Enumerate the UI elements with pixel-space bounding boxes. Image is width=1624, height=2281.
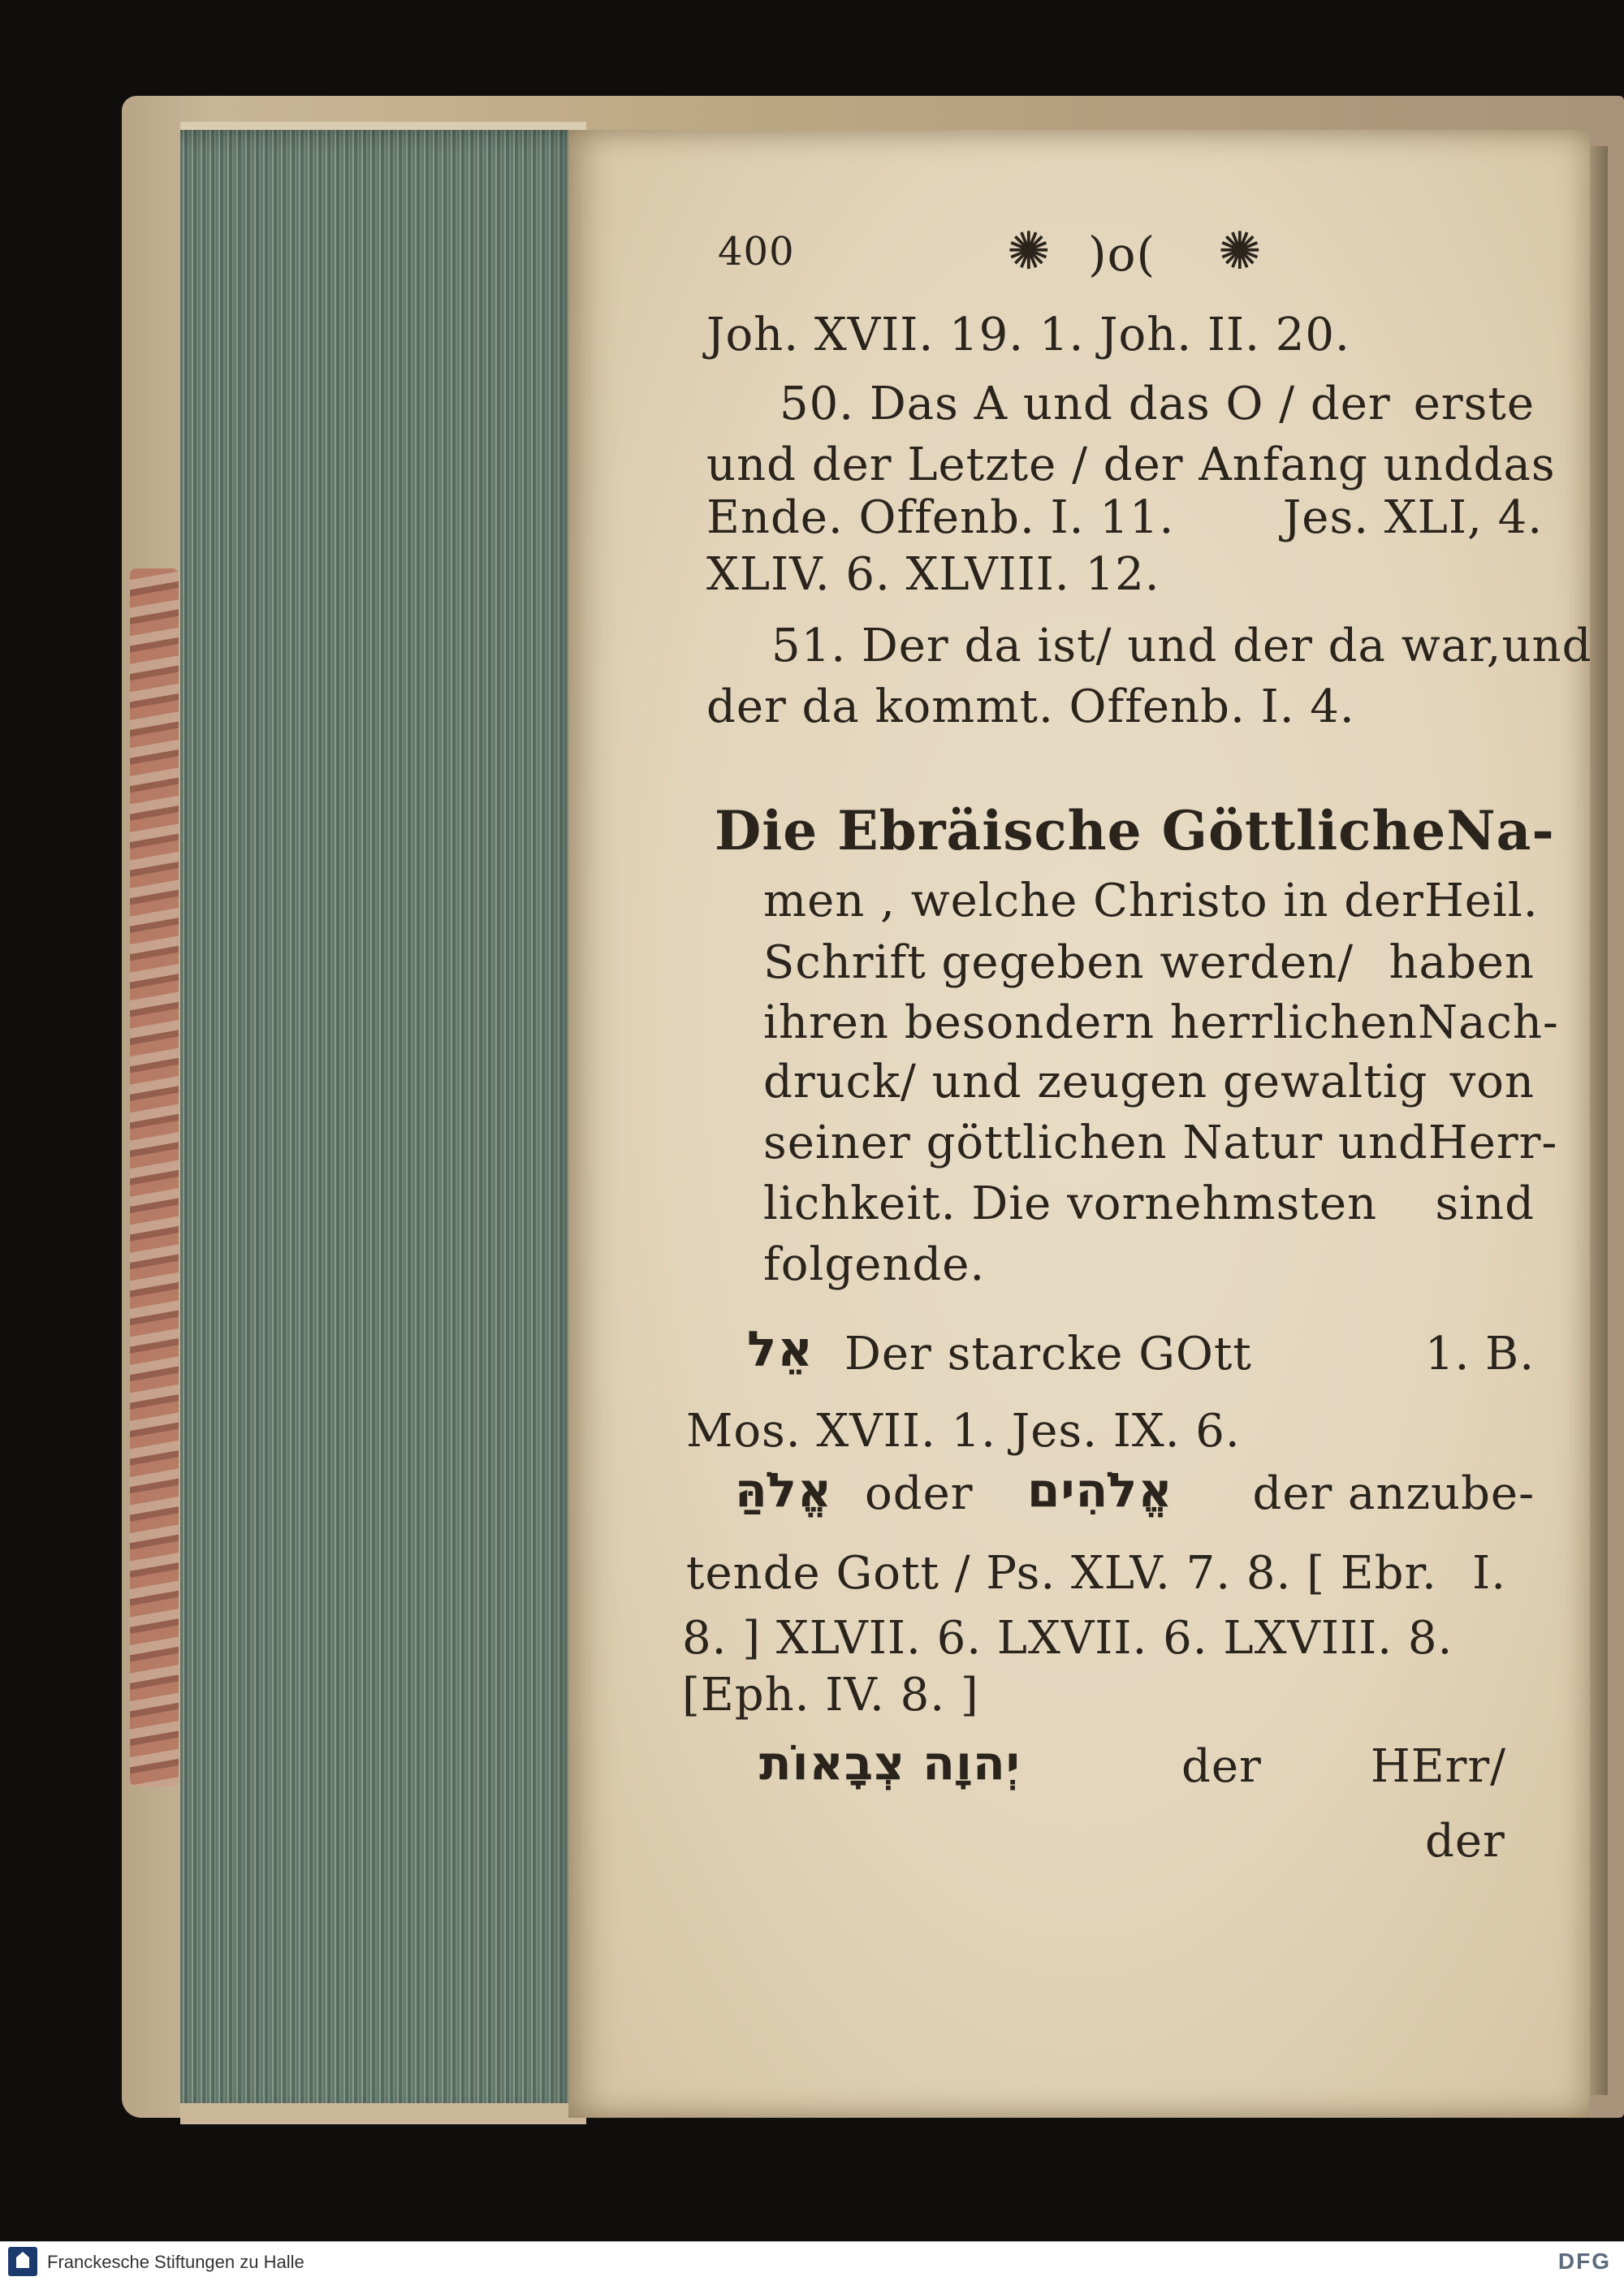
- text-line-4: Ende. Offenb. I. 11. Jes. XLI, 4.: [706, 491, 1543, 544]
- text-line-2: 50. Das A und das O / der erste: [780, 378, 1535, 430]
- page-number: 400: [718, 229, 795, 274]
- hebrew-el: אֵל: [747, 1321, 814, 1378]
- heading-line-2: men , welche Christo in der Heil.: [763, 875, 1539, 927]
- dfg-logo: DFG: [1557, 2249, 1611, 2274]
- catchword: der: [1425, 1815, 1505, 1868]
- page-block-bottom: [180, 2103, 586, 2124]
- name-line-6: [Eph. IV. 8. ]: [682, 1669, 979, 1722]
- oder-word: oder: [865, 1467, 974, 1520]
- hebrew-yhwh-tsevaot: יְהוָה צְבָאוֹת: [759, 1735, 1021, 1791]
- heading-line-4: ihren besondern herrlichen Nach-: [763, 996, 1559, 1049]
- text-line-6: 51. Der da ist/ und der da war, und: [771, 620, 1592, 672]
- viewer-footer: [0, 2241, 1624, 2281]
- heading-line-6: seiner göttlichen Natur und Herr-: [763, 1117, 1558, 1169]
- heading-line-8: folgende.: [763, 1238, 986, 1291]
- heading-line-7: lichkeit. Die vornehmsten sind: [763, 1177, 1535, 1230]
- der-word: der: [1181, 1740, 1262, 1793]
- herr-word: HErr/: [1370, 1740, 1506, 1793]
- ornament-right-icon: ✺: [1218, 222, 1263, 282]
- name-line-4: tende Gott / Ps. XLV. 7. 8. [ Ebr. I.: [686, 1547, 1506, 1600]
- name-line-5: 8. ] XLVII. 6. LXVII. 6. LXVIII. 8.: [682, 1612, 1453, 1665]
- institution-logo-icon: [8, 2247, 37, 2276]
- text-line-3: und der Letzte / der Anfang und das: [706, 438, 1556, 491]
- name-line-7: [759, 1735, 1506, 1801]
- running-header: [706, 222, 1543, 283]
- ornament-mid: )o(: [1088, 227, 1156, 282]
- heading-line-5: druck/ und zeugen gewaltig von: [763, 1056, 1535, 1108]
- marbled-cover-edge: [130, 568, 179, 1786]
- name-line-3: [735, 1462, 1535, 1528]
- name-line-2: Mos. XVII. 1. Jes. IX. 6.: [686, 1405, 1241, 1458]
- hebrew-elohim: אֱלֹהִים: [1027, 1462, 1173, 1518]
- hebrew-eloah: אֱלֹהַּ: [735, 1462, 833, 1518]
- heading-line-1: Die Ebräische Göttliche Na-: [715, 799, 1555, 862]
- ornament-left-icon: ✺: [1007, 222, 1052, 282]
- text-line-5: XLIV. 6. XLVIII. 12.: [706, 548, 1160, 601]
- institution-name: Franckesche Stiftungen zu Halle: [47, 2252, 304, 2272]
- heading-line-3: Schrift gegeben werden/ haben: [763, 936, 1535, 989]
- page-block-edge: [180, 130, 586, 2119]
- anzube-text: der anzube-: [1252, 1467, 1535, 1520]
- text-line-1: Joh. XVII. 19. 1. Joh. II. 20.: [706, 309, 1350, 361]
- text-line-7: der da kommt. Offenb. I. 4.: [706, 680, 1355, 733]
